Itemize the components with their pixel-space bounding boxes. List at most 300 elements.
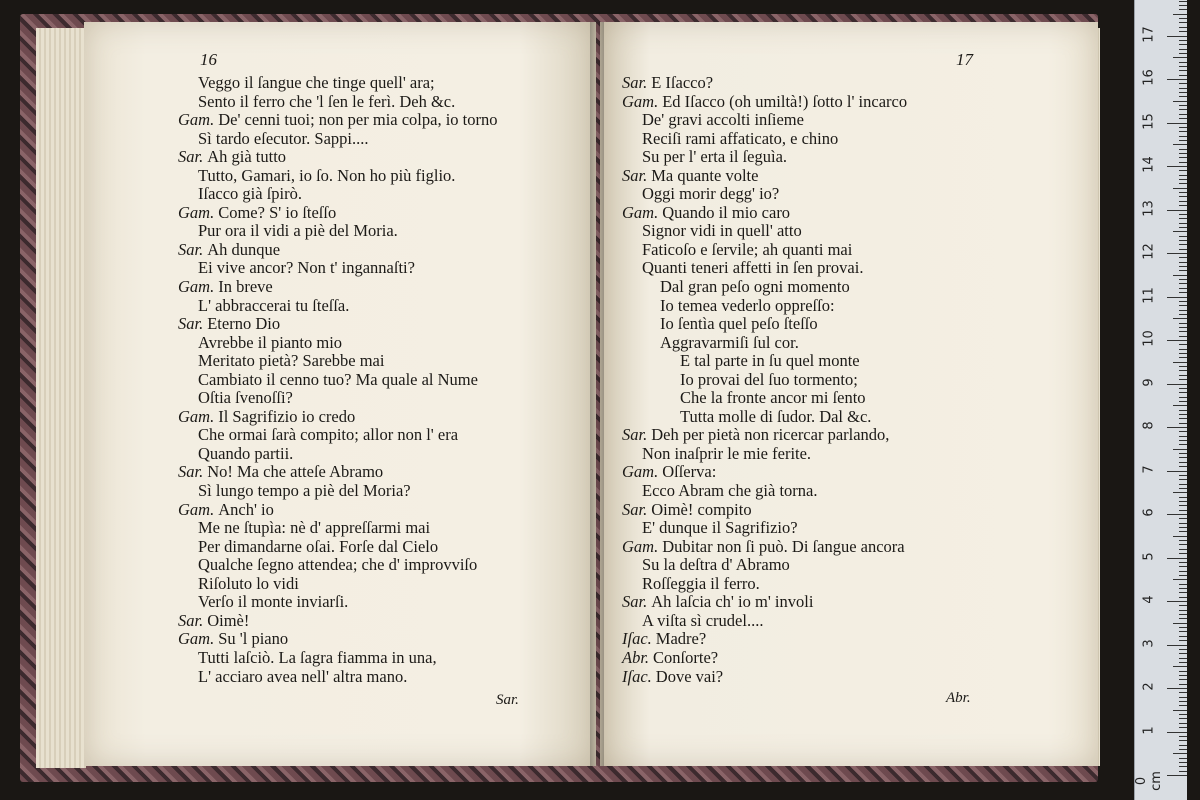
verse-text: Riſoluto lo vidi [198,573,299,593]
ruler-tick [1167,514,1187,515]
ruler-tick [1167,166,1187,167]
verse-text: Eterno Dio [207,314,281,334]
verse-text: Dal gran peſo ogni momento [660,277,850,297]
ruler-tick [1179,397,1187,398]
ruler-tick [1173,101,1187,102]
ruler-tick [1173,57,1187,58]
ruler-tick [1179,379,1187,380]
ruler-label: 9 [1141,377,1157,387]
text-line [622,241,907,260]
text-line [622,575,907,594]
text-line [622,426,907,445]
ruler-tick [1179,153,1187,154]
ruler-tick [1179,1,1187,2]
speaker-label: Sar. [622,425,648,445]
speaker-label: Sar. [178,314,204,334]
ruler-tick [1179,240,1187,241]
ruler-label: 5 [1141,551,1157,561]
ruler-tick [1179,610,1187,611]
text-line [622,389,907,408]
ruler-tick [1179,553,1187,554]
ruler-tick [1179,727,1187,728]
ruler-tick [1173,623,1187,624]
ruler-tick [1167,427,1187,428]
ruler-tick [1179,414,1187,415]
verse-text: Aggravarmiſi ſul cor. [660,332,799,352]
verse-text: L' abbraccerai tu ſteſſa. [198,295,350,315]
verse-text: Faticoſo e ſervile; ah quanti mai [642,239,853,259]
text-line [178,130,498,149]
verse-text: Tutta molle di ſudor. Dal &c. [680,406,872,426]
speaker-label: Iſac. [622,666,652,686]
text-line [622,352,907,371]
page-number-right: 17 [956,50,973,69]
verse-text: Io provai del ſuo tormento; [680,369,858,389]
text-line [622,334,907,353]
ruler-tick [1179,388,1187,389]
ruler-tick [1179,157,1187,158]
ruler-tick [1179,305,1187,306]
verse-text: Reciſi rami affaticato, e chino [642,128,839,148]
ruler-tick [1167,384,1187,385]
ruler-label: 3 [1141,638,1157,648]
ruler-tick [1179,288,1187,289]
ruler-tick [1179,266,1187,267]
verse-text: Dubitar non ſi può. Di ſangue ancora [662,536,905,556]
ruler-tick [1167,79,1187,80]
text-line [178,148,498,167]
speaker-label: Abr. [622,647,650,667]
ruler-tick [1179,758,1187,759]
ruler-label: 11 [1141,286,1157,304]
verse-text: Oimè! [207,610,250,630]
text-line [178,297,498,316]
ruler-tick [1179,762,1187,763]
ruler-tick [1179,749,1187,750]
ruler-tick [1179,462,1187,463]
ruler-tick [1179,662,1187,663]
verse-text: Ah laſcia ch' io m' involi [651,592,814,612]
ruler-tick [1179,510,1187,511]
verse-text: Sento il ferro che 'l ſen le ferì. Deh &c. [198,91,456,111]
ruler-tick [1179,114,1187,115]
speaker-label: Iſac. [622,629,652,649]
verse-text: Io ſentìa quel peſo ſteſſo [660,314,818,334]
ruler-tick [1179,336,1187,337]
right-page [600,22,1098,766]
verse-text: E' dunque il Sagrifizio? [642,518,798,538]
ruler-tick [1179,766,1187,767]
ruler-tick [1179,466,1187,467]
text-line [622,278,907,297]
speaker-label: Gam. [178,406,215,426]
text-line [178,315,498,334]
ruler-tick [1179,131,1187,132]
ruler-tick [1167,732,1187,733]
ruler-tick [1179,605,1187,606]
ruler-label: 4 [1141,595,1157,604]
verse-text: Oimè! compito [651,499,752,519]
ruler-tick [1179,544,1187,545]
ruler-tick [1167,471,1187,472]
ruler-tick [1167,123,1187,124]
ruler-tick [1173,362,1187,363]
ruler-tick [1179,223,1187,224]
left-page [84,22,596,766]
ruler-tick [1179,327,1187,328]
ruler-tick [1179,44,1187,45]
verse-text: A viſta sì crudel.... [642,610,764,630]
ruler-tick [1179,66,1187,67]
verse-text: Madre? [655,629,707,649]
ruler-label: 14 [1141,156,1157,173]
ruler-tick [1179,149,1187,150]
ruler-tick [1179,475,1187,476]
verse-text: Verſo il monte inviarſi. [198,592,349,612]
text-line [178,222,498,241]
text-line [178,482,498,501]
ruler-tick [1179,179,1187,180]
ruler-label: 16 [1141,69,1157,86]
ruler-label: 12 [1141,243,1157,260]
ruler-tick [1179,701,1187,702]
ruler-tick [1179,423,1187,424]
ruler-tick [1179,357,1187,358]
ruler-tick [1179,740,1187,741]
ruler-tick [1179,649,1187,650]
verse-text: Ed Iſacco (oh umiltà!) ſotto l' incarco [662,91,908,111]
text-line [622,408,907,427]
verse-text: Signor vidi in quell' atto [642,221,802,241]
ruler-tick [1167,558,1187,559]
ruler-tick [1179,40,1187,41]
ruler-tick [1179,410,1187,411]
verse-text: Avrebbe il pianto mio [198,332,343,352]
ruler-tick [1179,170,1187,171]
verse-text: Anch' io [218,499,274,519]
ruler-tick [1179,518,1187,519]
ruler-tick [1179,92,1187,93]
ruler-tick [1179,571,1187,572]
ruler-label: 2 [1141,682,1157,691]
ruler-tick [1179,705,1187,706]
text-line [622,111,907,130]
verse-text: Veggo il ſangue che tinge quell' ara; [198,73,435,92]
verse-text: Deh per pietà non ricercar parlando, [651,425,890,445]
text-line [622,222,907,241]
text-line [622,259,907,278]
ruler-tick [1167,36,1187,37]
ruler-tick [1179,436,1187,437]
text-line [178,538,498,557]
ruler-tick [1179,692,1187,693]
verse-text: Tutti laſciò. La ſagra fiamma in una, [198,647,437,667]
ruler-tick [1179,9,1187,10]
ruler-tick [1179,310,1187,311]
text-line [178,352,498,371]
ruler-tick [1179,279,1187,280]
verse-text: Come? S' io ſteſſo [218,202,337,222]
ruler-tick [1179,679,1187,680]
text-line [178,668,498,687]
verse-text: Conſorte? [653,647,719,667]
ruler-label: 15 [1141,112,1157,130]
text-line [178,593,498,612]
ruler-tick [1167,645,1187,646]
verse-text: Su 'l piano [218,629,289,649]
ruler-tick [1179,5,1187,6]
text-line [178,630,498,649]
verse-text: De' cenni tuoi; non per mia colpa, io torno [218,110,498,130]
ruler-tick [1179,18,1187,19]
text-line [178,445,498,464]
ruler-tick [1173,14,1187,15]
ruler-label: 0 cm [1134,771,1164,791]
verse-text: L' acciaro avea nell' altra mano. [198,666,408,686]
text-line [622,463,907,482]
ruler-tick [1179,718,1187,719]
verse-text: E tal parte in ſu quel monte [680,351,860,371]
ruler-tick [1173,710,1187,711]
ruler-tick [1179,62,1187,63]
ruler-tick [1179,697,1187,698]
ruler-tick [1179,323,1187,324]
right-page-text [622,74,907,686]
text-line [178,463,498,482]
ruler-tick [1179,671,1187,672]
ruler-tick [1179,562,1187,563]
text-line [622,630,907,649]
text-line [178,74,498,93]
ruler-tick [1167,297,1187,298]
ruler-label: 6 [1141,508,1157,517]
text-line [622,315,907,334]
ruler-tick [1179,736,1187,737]
catchword-right: Abr. [946,690,971,706]
verse-text: Tutto, Gamari, io ſo. Non ho più figlio. [198,165,456,185]
catchword-left: Sar. [496,692,519,708]
ruler-tick [1179,162,1187,163]
ruler-tick [1179,527,1187,528]
verse-text: Oſtia ſvenoſſi? [198,388,293,408]
ruler-label: 13 [1141,199,1157,217]
verse-text: Ah dunque [207,239,281,259]
verse-text: Dove vai? [655,666,724,686]
ruler-tick [1179,344,1187,345]
verse-text: Cambiato il cenno tuo? Ma quale al Nume [198,369,478,389]
text-line [622,668,907,687]
ruler-tick [1173,449,1187,450]
verse-text: E Iſacco? [651,73,714,92]
text-line [622,371,907,390]
ruler-tick [1179,540,1187,541]
ruler-tick [1173,144,1187,145]
ruler-tick [1179,497,1187,498]
ruler-tick [1179,183,1187,184]
verse-text: Qualche ſegno attendea; che d' improvviſo [198,555,478,575]
ruler-tick [1173,666,1187,667]
ruler-tick [1179,192,1187,193]
ruler-tick [1179,575,1187,576]
verse-text: Oſſerva: [662,462,717,482]
ruler-tick [1179,314,1187,315]
left-page-text [178,74,498,686]
speaker-label: Gam. [622,536,659,556]
ruler-tick [1179,418,1187,419]
speaker-label: Gam. [178,202,215,222]
verse-text: Quando il mio caro [662,202,791,222]
verse-text: Iſacco già ſpirò. [198,184,302,204]
text-line [622,445,907,464]
speaker-label: Gam. [622,202,659,222]
ruler-tick [1179,283,1187,284]
ruler-tick [1179,401,1187,402]
verse-text: Quando partii. [198,443,294,463]
verse-text: Quanti teneri affetti in ſen provai. [642,258,864,278]
ruler-tick [1179,292,1187,293]
verse-text: Roſſeggia il ferro. [642,573,760,593]
ruler-tick [1179,566,1187,567]
text-line [178,167,498,186]
text-line [178,259,498,278]
text-line [178,575,498,594]
text-line [622,297,907,316]
speaker-label: Gam. [622,462,659,482]
ruler-tick [1179,653,1187,654]
text-line [178,649,498,668]
verse-text: Meritato pietà? Sarebbe mai [198,351,385,371]
ruler-tick [1179,83,1187,84]
ruler-tick [1179,244,1187,245]
ruler-tick [1179,109,1187,110]
ruler-tick [1179,105,1187,106]
ruler-tick [1179,49,1187,50]
verse-text: Il Sagrifizio io credo [218,406,356,426]
ruler-tick [1179,127,1187,128]
ruler-tick [1179,301,1187,302]
verse-text: Non inaſprir le mie ferite. [642,443,812,463]
verse-text: Io temea vederlo oppreſſo: [660,295,835,315]
text-line [622,185,907,204]
verse-text: Su la deſtra d' Abramo [642,555,790,575]
book-gutter [590,22,604,766]
ruler-tick [1179,96,1187,97]
ruler-tick [1179,249,1187,250]
verse-text: Ma quante volte [651,165,759,185]
verse-text: Per dimandarne oſai. Forſe dal Cielo [198,536,439,556]
text-line [622,148,907,167]
ruler-label: 17 [1141,25,1157,43]
ruler-tick [1179,723,1187,724]
ruler-tick [1179,675,1187,676]
ruler-tick [1179,588,1187,589]
ruler-tick [1179,440,1187,441]
ruler-tick [1179,745,1187,746]
ruler-tick [1173,536,1187,537]
verse-text: Me ne ſtupìa: nè d' appreſſarmi mai [198,518,431,538]
ruler-tick [1179,227,1187,228]
text-line [622,501,907,520]
ruler-tick [1179,75,1187,76]
text-line [178,185,498,204]
ruler-tick [1179,549,1187,550]
text-line [622,74,907,93]
text-line [178,111,498,130]
text-line [178,426,498,445]
verse-text: Sì tardo eſecutor. Sappi.... [198,128,369,148]
ruler-tick [1179,53,1187,54]
ruler-tick [1173,492,1187,493]
ruler-tick [1179,140,1187,141]
ruler-tick [1179,501,1187,502]
speaker-label: Gam. [178,277,215,297]
text-line [178,612,498,631]
ruler-tick [1179,523,1187,524]
speaker-label: Sar. [622,499,648,519]
text-line [178,93,498,112]
verse-text: De' gravi accolti inſieme [642,110,804,130]
ruler-tick [1173,318,1187,319]
text-line [622,593,907,612]
verse-text: No! Ma che atteſe Abramo [207,462,384,482]
ruler-tick [1179,614,1187,615]
text-line [622,482,907,501]
ruler-tick [1173,275,1187,276]
text-line [622,519,907,538]
ruler-tick [1179,31,1187,32]
text-line [178,371,498,390]
ruler-tick [1179,218,1187,219]
ruler-tick [1179,457,1187,458]
ruler-tick [1179,331,1187,332]
ruler-tick [1179,488,1187,489]
text-line [622,167,907,186]
verse-text: Che la fronte ancor mi ſento [680,388,866,408]
text-line [178,334,498,353]
ruler-tick [1179,270,1187,271]
speaker-label: Gam. [622,91,659,111]
ruler-tick [1173,231,1187,232]
ruler-tick [1179,196,1187,197]
text-line [178,204,498,223]
ruler-tick [1167,688,1187,689]
text-line [622,204,907,223]
ruler-tick [1179,27,1187,28]
ruler-label: 10 [1141,330,1157,347]
ruler-tick [1173,188,1187,189]
verse-text: Sì lungo tempo a piè del Moria? [198,481,411,501]
verse-text: Su per l' erta il ſeguìa. [642,147,788,167]
speaker-label: Sar. [178,610,204,630]
ruler-tick [1179,597,1187,598]
ruler-tick [1179,205,1187,206]
ruler-tick [1179,640,1187,641]
ruler-tick [1167,253,1187,254]
ruler-tick [1179,592,1187,593]
ruler-tick [1173,405,1187,406]
text-line [178,501,498,520]
text-line [622,556,907,575]
text-line [178,241,498,260]
verse-text: In breve [218,277,273,297]
ruler-tick [1179,392,1187,393]
ruler-tick [1179,505,1187,506]
ruler-tick [1167,775,1187,776]
text-line [622,612,907,631]
speaker-label: Sar. [622,592,648,612]
ruler-tick [1179,714,1187,715]
ruler-tick [1167,601,1187,602]
